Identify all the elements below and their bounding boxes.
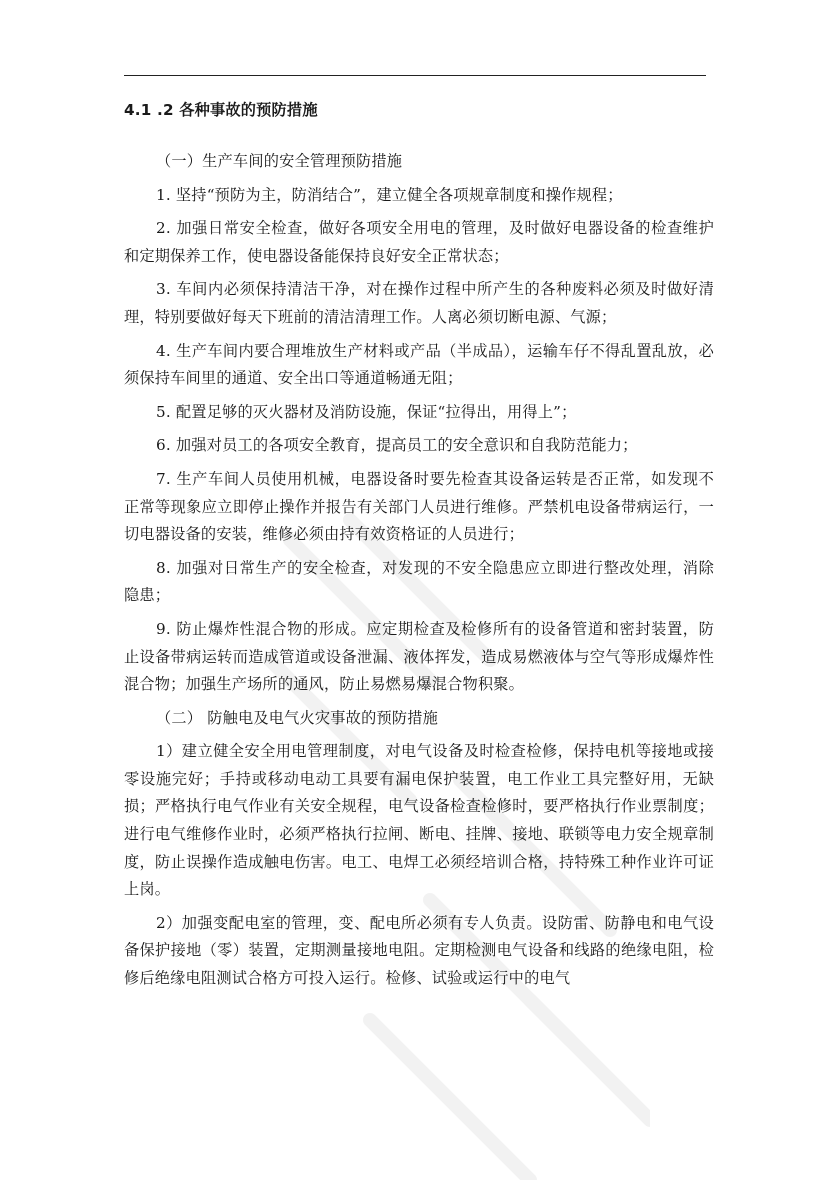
section-title: 4.1 .2 各种事故的预防措施 [124,101,318,119]
part2-item-1: 1）建立健全安全用电管理制度，对电气设备及时检查检修，保持电机等接地或接零设施完好；手持或移动电动工具要有漏电保护装置，电工作业工具完整好用，无缺损；严格执行电气作业有关安全规程，电气设备检查检修时，要严格执行作业票制度；进行电气维修作业时，必须严格执行拉闸、断电、挂牌、接地、联锁等电力安全规章制度，防止误操作造成触电伤害。电工、电焊工必须经培训合格，持特殊工种作业许可证上岗。 [124,742,714,899]
part1-item-3: 3. 车间内必须保持清洁干净，对在操作过程中所产生的各种废料必须及时做好清理，特别要做好每天下班前的清洁清理工作。人离必须切断电源、气源； [124,280,714,326]
part2-item-2: 2）加强变配电室的管理，变、配电所必须有专人负责。设防雷、防静电和电气设备保护接地（零）装置，定期测量接地电阻。定期检测电气设备和线路的绝缘电阻，检修后绝缘电阻测试合格方可投入运行。检修、试验或运行中的电气 [124,913,714,988]
header-rule [124,75,706,76]
part1-item-9: 9. 防止爆炸性混合物的形成。应定期检查及检修所有的设备管道和密封装置，防止设备带病运转而造成管道或设备泄漏、液体挥发，造成易燃液体与空气等形成爆炸性混合物；加强生产场所的通风，防止易燃易爆混合物积聚。 [124,619,714,694]
part1-item-1: 1. 坚持“预防为主，防消结合”，建立健全各项规章制度和操作规程； [156,185,623,204]
document-body [124,96,714,993]
part1-item-5: 5. 配置足够的灭火器材及消防设施，保证“拉得出，用得上”； [156,402,577,421]
part1-item-8: 8. 加强对日常生产的安全检查，对发现的不安全隐患应立即进行整改处理，消除隐患； [124,558,714,605]
part2-heading: （二） 防触电及电气火灾事故的预防措施 [156,708,439,727]
part1-item-4: 4. 生产车间内要合理堆放生产材料或产品（半成品），运输车仔不得乱置乱放，必须保持车间里的通道、安全出口等通道畅通无阻； [124,341,714,388]
part1-item-6: 6. 加强对员工的各项安全教育，提高员工的安全意识和自我防范能力； [156,436,638,455]
part1-item-2: 2. 加强日常安全检查，做好各项安全用电的管理，及时做好电器设备的检查维护和定期保养工作，使电器设备能保持良好安全正常状态； [124,219,714,265]
part1-item-7: 7. 生产车间人员使用机械，电器设备时要先检查其设备运转是否正常，如发现不正常等现象应立即停止操作并报告有关部门人员进行维修。严禁机电设备带病运行，一切电器设备的安装，维修必须由持有效资格证的人员进行； [124,469,714,544]
part1-heading: （一）生产车间的安全管理预防措施 [156,152,403,170]
